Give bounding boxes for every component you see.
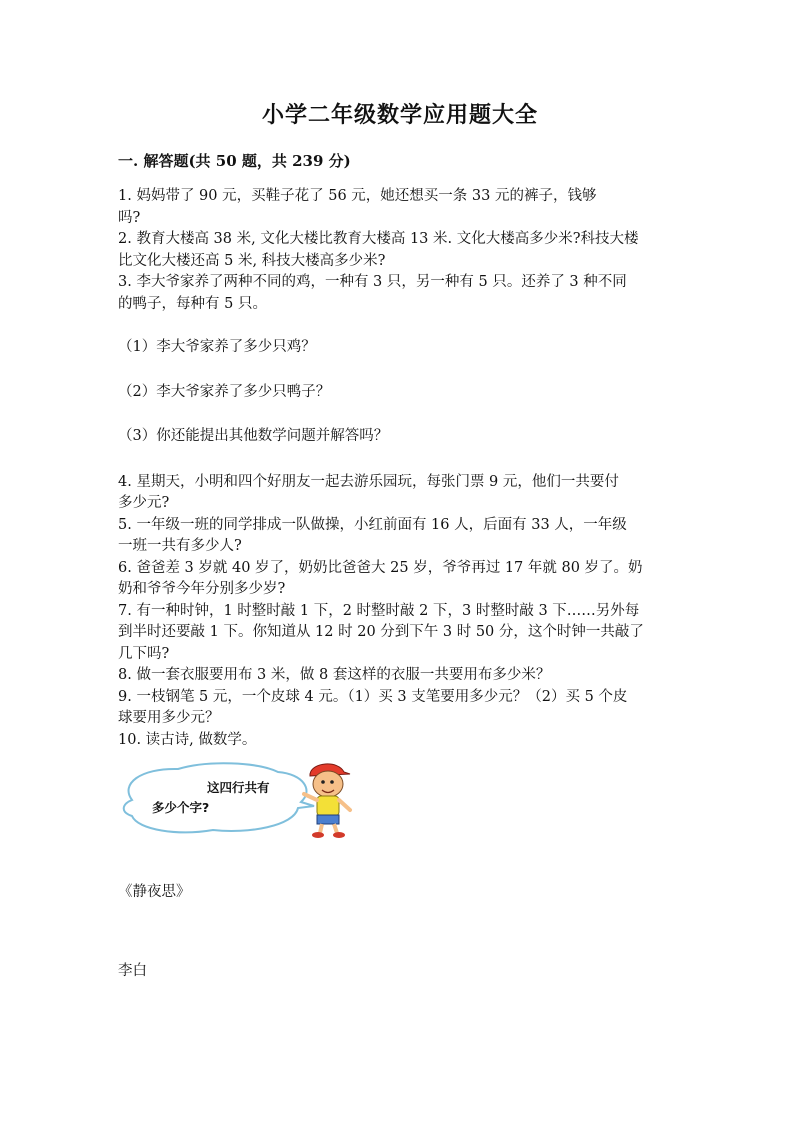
- question-line: 5. 一年级一班的同学排成一队做操，小红前面有 16 人，后面有 33 人，一年级: [118, 516, 627, 533]
- subquestion-2: （2）李大爷家养了多少只鸭子？: [118, 383, 331, 400]
- question-line: 4. 星期天，小明和四个好朋友一起去游乐园玩，每张门票 9 元，他们一共要付: [118, 473, 619, 490]
- question-line: 2. 教育大楼高 38 米, 文化大楼比教育大楼高 13 米. 文化大楼高多少米?科技大楼: [118, 231, 639, 247]
- question-line: 多少元?: [118, 495, 170, 511]
- question-line: 奶和爷爷今年分别多少岁?: [118, 581, 286, 597]
- question-line: 6. 爸爸差 3 岁就 40 岁了，奶奶比爸爸大 25 岁，爷爷再过 17 年就 80 岁了。奶: [118, 559, 643, 576]
- speech-bubble-illustration: [118, 760, 368, 840]
- question-5: [118, 515, 683, 558]
- speech-bubble-shape: [124, 763, 314, 832]
- question-line: 10. 读古诗, 做数学。: [118, 731, 257, 748]
- question-3: [118, 272, 683, 315]
- question-7: [118, 601, 683, 666]
- question-line: 一班一共有多少人?: [118, 538, 242, 554]
- question-line: 吗?: [118, 209, 141, 226]
- question-line: 7. 有一种时钟，1 时整时敲 1 下，2 时整时敲 2 下，3 时整时敲 3 下……另外每: [118, 602, 640, 619]
- question-line: 到半时还要敲 1 下。你知道从 12 时 20 分到下午 3 时 50 分，这个时钟一共敲了: [118, 624, 644, 640]
- question-2: [118, 229, 683, 272]
- question-9: [118, 687, 683, 730]
- questions-body: [118, 186, 683, 751]
- question-line: 9. 一枝钢笔 5 元，一个皮球 4 元。（1）买 3 支笔要用多少元？（2）买 5 个皮: [118, 688, 628, 705]
- cartoon-figure: [118, 760, 368, 840]
- subquestion-3: （3）你还能提出其他数学问题并解答吗？: [118, 428, 389, 444]
- question-6: [118, 558, 683, 601]
- question-line: 1. 妈妈带了 90 元，买鞋子花了 56 元，她还想买一条 33 元的裤子，钱够: [118, 188, 597, 204]
- question-10: [118, 730, 683, 752]
- bubble-text-line-1: 这四行共有: [207, 780, 270, 795]
- question-line: 几下吗?: [118, 645, 170, 662]
- question-line: 3. 李大爷家养了两种不同的鸡，一种有 3 只，另一种有 5 只。还养了 3 种不同: [118, 274, 627, 290]
- boy-character-icon: [304, 764, 350, 838]
- question-line: 球要用多少元？: [118, 710, 220, 726]
- question-line: 的鸭子，每种有 5 只。: [118, 295, 267, 312]
- question-line: 比文化大楼还高 5 米, 科技大楼高多少米?: [118, 252, 386, 269]
- question-1: [118, 186, 683, 229]
- section-heading: 一. 解答题(共 50 题，共 239 分): [118, 152, 351, 170]
- bubble-text-line-2: 多少个字?: [152, 800, 210, 815]
- question-8: [118, 665, 683, 687]
- question-4: [118, 472, 683, 515]
- subquestion-1: （1）李大爷家养了多少只鸡？: [118, 339, 316, 355]
- question-line: 8. 做一套衣服要用布 3 米，做 8 套这样的衣服一共要用布多少米？: [118, 667, 551, 683]
- poem-author: 李白: [118, 963, 147, 979]
- page-title: 小学二年级数学应用题大全: [261, 102, 538, 128]
- poem-title: 《静夜思》: [118, 884, 191, 900]
